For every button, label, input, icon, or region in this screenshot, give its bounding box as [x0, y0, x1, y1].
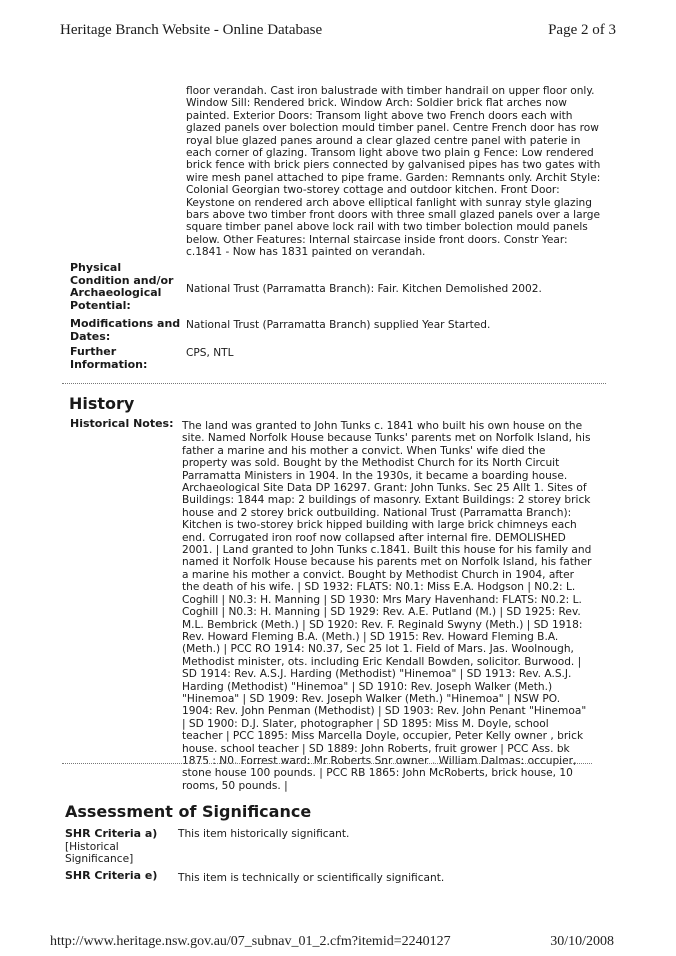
historical-notes-label: Historical Notes: — [70, 417, 174, 430]
site-title: Heritage Branch Website - Online Database — [60, 22, 323, 38]
divider — [62, 763, 592, 764]
footer-date: 30/10/2008 — [550, 934, 614, 949]
assessment-title: Assessment of Significance — [65, 802, 312, 821]
page-header — [60, 22, 616, 44]
history-title: History — [69, 394, 135, 413]
page-indicator: Page 2 of 3 — [548, 22, 616, 38]
modifications-value: National Trust (Parramatta Branch) supplied Year Started. — [186, 319, 491, 331]
shr-criteria-e-label: SHR Criteria e) — [65, 869, 158, 882]
shr-criteria-a-label: SHR Criteria a) — [65, 827, 158, 840]
historical-notes-text: The land was granted to John Tunks c. 1841 who built his own house on the site. Named Norfolk House because Tunks' parents met on Norfolk Island, his father a marine and his mother a convict. When Tunks' wife died the property was sold. Bought by the Methodist Church for its North Circuit Parramatta Ministers in 1904. In the 1930s, it became a boarding house. Archaeological Site Data DP 16297. Grant: John Tunks. Sec 25 Allt 1. Sites of Buildings: 1844 map: 2 buildings of masonry. Extant Buildings: 2 storey brick house and 2 storey brick outbuilding. National Trust (Parramatta Branch): Kitchen is two-storey brick hipped building with large brick chimneys each end. Corrugated iron roof now collapsed after internal fire. DEMOLISHED 2001. | Land granted to John Tunks c.1841. Built this house for his family and named it Norfolk House because his parents met on Norfolk Island, his father a marine his mother a convict. Bought by Methodist Church in 1904, after the death of his wife. | SD 1932: FLATS: N0.1: Miss E.A. Hodgson | N0.2: L. Coghill | N0.3: H. Manning | SD 1930: Mrs Mary Havenhand: FLATS: N0.2: L. Coghill | N0.3: H. Manning | SD 1929: Rev. A.E. Putland (M.) | SD 1925: Rev. M.L. Bembrick (Meth.) | SD 1920: Rev. F. Reginald Swyny (Meth.) | SD 1918: Rev. Howard Fleming B.A. (Meth.) | SD 1915: Rev. Howard Fleming B.A. (Meth.) | PCC RO 1914: N0.37, Sec 25 lot 1. Field of Mars. Jas. Woolnough, Methodist minister, ots. including Eric Kendall Bowden, solicitor. Burwood. | SD 1914: Rev. A.S.J. Harding (Methodist) "Hinemoa" | SD 1913: Rev. A.S.J. Harding (Methodist) "Hinemoa" | SD 1910: Rev. Joseph Walker (Meth.) "Hinemoa" | SD 1909: Rev. Joseph Walker (Meth.) "Hinemoa" | NSW PO. 1904: Rev. John Penman (Methodist) | SD 1903: Rev. John Penant "Hinemoa" | SD 1900: D.J. Slater, photographer | SD 1895: Miss M. Doyle, school teacher | PCC 1895: Miss Marcella Doyle, occupier, Peter Kelly owner , brick house. school teacher | SD 1889: John Roberts, fruit grower | PCC Ass. bk 1875 : N0. Forrest ward: Mr Roberts Snr owner . William Dalmas: occupier, stone house 100 pounds. | PCC RB 1865: John McRoberts, brick house, 10 rooms, 50 pounds. | — [182, 420, 592, 792]
physical-condition-value: National Trust (Parramatta Branch): Fair. Kitchen Demolished 2002. — [186, 283, 542, 295]
description-continued: floor verandah. Cast iron balustrade with timber handrail on upper floor only. Window Sill: Rendered brick. Window Arch: Soldier brick flat arches now painted. Exterior Doors: Transom light above two French doors each with glazed panels over bolection mould timber panel. Centre French door has row royal blue glazed panes around a clear glazed centre panel with paterie in each corner of glazing. Transom light above two plain g Fence: Low rendered brick fence with brick piers connected by galvanised pipes has two gates with wire mesh panel attached to pipe frame. Garden: Remnants only. Archit Style: Colonial Georgian two-storey cottage and outdoor kitchen. Front Door: Keystone on rendered arch above elliptical fanlight with sunray style glazing bars above two timber front doors with three small glazed panels over a large square timber panel above lock rail with two timber bolection mould panels below. Other Features: Internal staircase inside front doors. Constr Year: c.1841 - Now has 1831 painted on verandah. — [186, 85, 601, 259]
shr-criteria-a-sublabel: [Historical Significance] — [65, 841, 134, 866]
further-information-label: Further Information: — [70, 345, 148, 371]
divider — [62, 383, 606, 384]
footer-url: http://www.heritage.nsw.gov.au/07_subnav_01_2.cfm?itemid=2240127 — [50, 934, 451, 949]
physical-condition-label: Physical Condition and/or Archaeological Potential: — [70, 261, 174, 312]
shr-criteria-e-value: This item is technically or scientifically significant. — [178, 872, 445, 884]
further-information-value: CPS, NTL — [186, 347, 234, 359]
shr-criteria-a-value: This item historically significant. — [178, 828, 350, 840]
modifications-label: Modifications and Dates: — [70, 317, 181, 343]
